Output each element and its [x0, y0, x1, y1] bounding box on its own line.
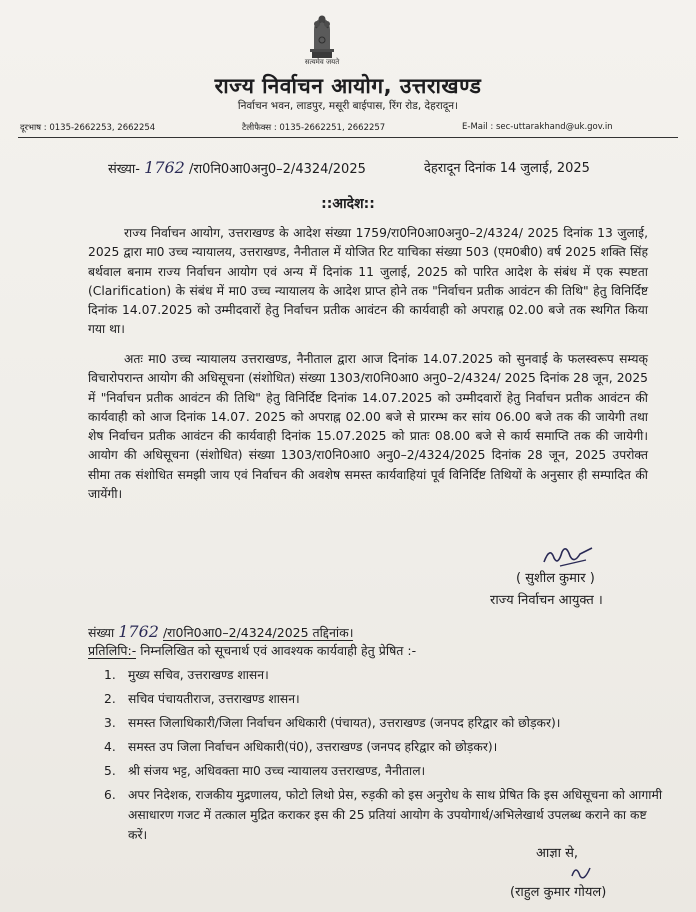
copy-recipient-list [104, 665, 664, 849]
list-item-number: 4. [104, 740, 116, 754]
closing-order-by: आज्ञा से, [536, 846, 579, 861]
reference-line [108, 158, 668, 177]
order-heading: ::आदेश:: [321, 196, 375, 212]
signatory-title: राज्य निर्वाचन आयुक्त । [490, 593, 603, 608]
list-item [104, 713, 664, 733]
order-paragraph-1: राज्य निर्वाचन आयोग, उत्तराखण्ड के आदेश संख्या 1759/रा0नि0आ0अनु0–2/4324/ 2025 दिनांक 13 जुलाई, 2025 द्वारा मा0 उच्च न्यायालय, उत्तराखण्ड, नैनीताल में योजित रिट याचिका संख्या 503 (एम0बी0) वर्ष 2025 शक्ति सिंह बर्थवाल बनाम राज्य निर्वाचन आयोग एवं अन्य में दिनांक 11 जुलाई, 2025 को पारित आदेश के संबंध में एक स्पष्टता (Clarification) के संबंध में मा0 उच्च न्यायालय के आदेश प्राप्त होने तक "निर्वाचन प्रतीक आवंटन की तिथि" हेतु विनिर्दिष्ट दिनांक 14.07.2025 को उम्मीदवारों हेतु निर्वाचन प्रतीक आवंटन की कार्यवाही को अपराह्न 02.00 बजे तक स्थगित किया गया था। [88, 226, 648, 337]
list-item [104, 785, 664, 845]
copy-heading-text: निम्नलिखित को सूचनार्थ एवं आवश्यक कार्यवाही हेतु प्रेषित :- [136, 643, 417, 658]
reference-prefix: संख्या- [108, 162, 140, 177]
list-item-number: 2. [104, 692, 116, 706]
reference-file-number: /रा0नि0आ0अनु0–2/4324/2025 [189, 162, 366, 177]
list-item-text: समस्त उप जिला निर्वाचन अधिकारी(पं0), उत्तराखण्ड (जनपद हरिद्वार को छोड़कर)। [128, 740, 498, 754]
copy-reference-file-number: /रा0नि0आ0–2/4324/2025 तद्दिनांक। [162, 625, 354, 640]
list-item-text: श्री संजय भट्ट, अधिवक्ता मा0 उच्च न्यायालय उत्तराखण्ड, नैनीताल। [128, 764, 426, 778]
initials-mark-icon [568, 862, 598, 884]
order-paragraph-2: अतः मा0 उच्च न्यायालय उत्तराखण्ड, नैनीताल द्वारा आज दिनांक 14.07.2025 को सुनवाई के फलस्वरूप सम्यक् विचारोपरान्त आयोग की अधिसूचना (संशोधित) संख्या 1303/रा0नि0आ0 अनु0–2/4324/ 2025 दिनांक 28 जून, 2025 में "निर्वाचन प्रतीक आवंटन की तिथि" हेतु विनिर्दिष्ट दिनांक 14.07.2025 को उम्मीदवारों हेतु निर्वाचन प्रतीक आवंटन की कार्यवाही को आज दिनांक 14.07. 2025 को अपराह्न 02.00 बजे से प्रारम्भ कर सांय 06.00 बजे तक की जायेगी तथा शेष निर्वाचन प्रतीक आवंटन की कार्यवाही दिनांक 15.07.2025 को प्रातः 08.00 बजे से कार्य समाप्ति तक की जायेगी। आयोग की अधिसूचना (संशोधित) संख्या 1303/रा0नि0आ0 अनु0–2/4324/2025 दिनांक 28 जून, 2025 उपरोक्त सीमा तक संशोधित समझी जाय एवं निर्वाचन की अवशेष समस्त कार्यवाहियां पूर्व विनिर्दिष्ट तिथियों के अनुसार ही सम्पादित की जायेंगी। [88, 352, 648, 502]
list-item-number: 5. [104, 764, 116, 778]
copy-reference-line [88, 622, 353, 641]
email-address: E-Mail : sec-uttarakhand@uk.gov.in [462, 122, 613, 132]
copy-heading [88, 642, 416, 659]
fax-number: टैलीफैक्स : 0135-2662251, 2662257 [242, 123, 386, 133]
organization-title: राज्य निर्वाचन आयोग, उत्तराखण्ड [214, 74, 482, 98]
copy-heading-label: प्रतिलिपि:- [88, 643, 137, 658]
header-divider [18, 137, 678, 138]
copy-reference-number: 1762 [118, 622, 159, 641]
list-item-text: सचिव पंचायतीराज, उत्तराखण्ड शासन। [128, 692, 300, 706]
signatory-name: ( सुशील कुमार ) [516, 571, 595, 586]
list-item-number: 3. [104, 716, 116, 730]
list-item-number: 1. [104, 668, 116, 682]
list-item-text: समस्त जिलाधिकारी/जिला निर्वाचन अधिकारी (पंचायत), उत्तराखण्ड (जनपद हरिद्वार को छोड़कर)। [128, 716, 561, 730]
signature-mark-icon [540, 540, 600, 570]
national-emblem-icon [305, 6, 339, 62]
list-item [104, 665, 664, 685]
list-item [104, 689, 664, 709]
list-item-text: मुख्य सचिव, उत्तराखण्ड शासन। [128, 668, 269, 682]
list-item-number: 6. [104, 788, 116, 802]
closing-signatory-name: (राहुल कुमार गोयल) [510, 885, 607, 900]
list-item-text: अपर निदेशक, राजकीय मुद्रणालय, फोटो लिथो प्रेस, रुड़की को इस अनुरोध के साथ प्रेषित कि इस अधिसूचना को आगामी असाधारण गजट में तत्काल मुद्रित कराकर इस की 25 प्रतियां आयोग के उपयोगार्थ/अभिलेखार्थ उपलब्ध कराने का कष्ट करें। [128, 788, 663, 842]
reference-date: देहरादून दिनांक 14 जुलाई, 2025 [424, 161, 590, 176]
phone-number: दूरभाष : 0135-2662253, 2662254 [20, 123, 156, 133]
list-item [104, 737, 664, 757]
emblem-caption: सत्यमेव जयते [304, 58, 340, 66]
copy-reference-prefix: संख्या [88, 625, 115, 640]
organization-address: निर्वाचन भवन, लाडपुर, मसूरी बाईपास, रिंग रोड, देहरादून। [237, 100, 459, 112]
reference-number: 1762 [144, 158, 185, 177]
list-item [104, 761, 664, 781]
